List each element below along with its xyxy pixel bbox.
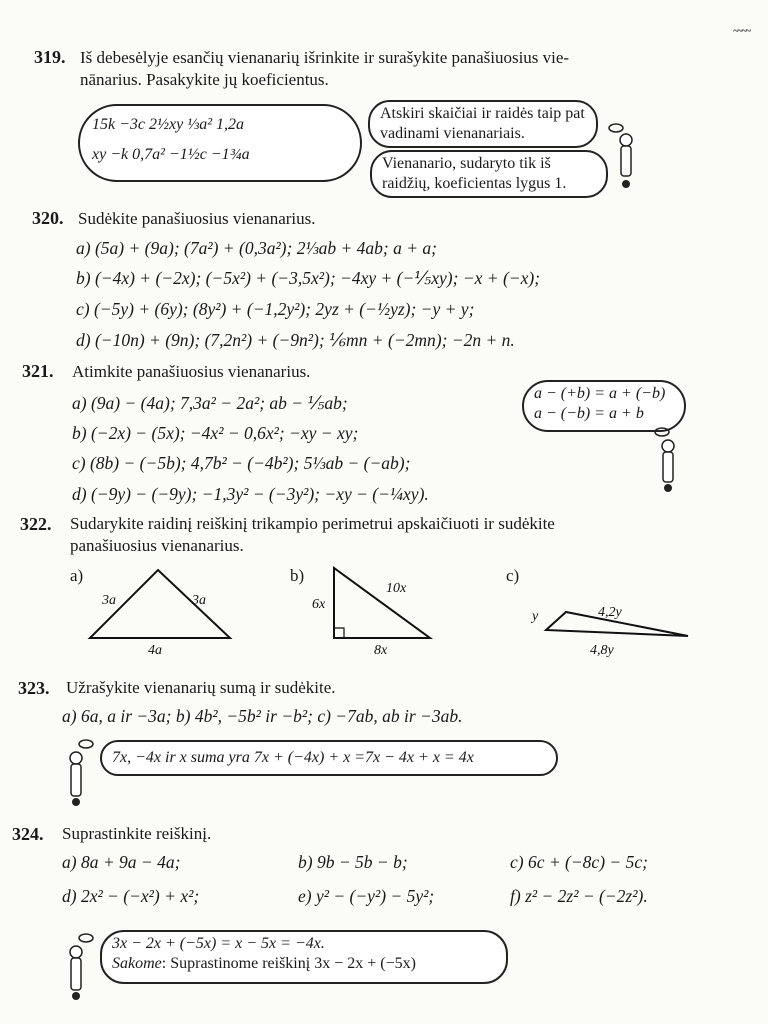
exercise-number: 323.	[18, 678, 50, 698]
task-a: a) 8a + 9a − 4a;	[62, 852, 181, 872]
exercise-title: Užrašykite vienanarių sumą ir sudėkite.	[66, 678, 336, 697]
cloud-row2: xy −k 0,7a² −1½c −1¾a	[92, 146, 250, 163]
triangle-b-base: 8x	[374, 643, 388, 658]
triangle-c-base: 4,8y	[590, 643, 614, 658]
task-items: a) 6a, a ir −3a; b) 4b², −5b² ir −b²; c) −7ab, ab ir −3ab.	[62, 706, 463, 726]
example-line2	[112, 954, 496, 974]
exercise-number: 320.	[32, 208, 64, 228]
triangle-b-label: b)	[290, 566, 305, 585]
task-c: c) (8b) − (−5b); 4,7b² − (−4b²); 5⅓ab − (−ab);	[72, 453, 411, 473]
triangle-b-hyp: 10x	[386, 581, 407, 596]
exercise-number: 319.	[34, 47, 66, 67]
rule-line2: a − (−b) = a + b	[534, 405, 644, 422]
exercise-title: Atimkite panašiuosius vienanarius.	[72, 362, 311, 381]
triangle-b	[306, 562, 456, 658]
triangle-b-left: 6x	[312, 597, 326, 612]
exercise-text-line2: panašiuosius vienanarius.	[70, 536, 244, 555]
task-a: a) (9a) − (4a); 7,3a² − 2a²; ab − ⅕ab;	[72, 393, 348, 413]
exercise-text-line1: Sudarykite raidinį reiškinį trikampio perimetrui apskaičiuoti ir sudėkite	[70, 514, 555, 533]
pencil-mascot-icon	[648, 424, 688, 496]
task-d: d) 2x² − (−x²) + x²;	[62, 886, 200, 906]
exercise-number: 322.	[20, 514, 52, 534]
example-bubble	[100, 930, 508, 984]
task-a: a) (5a) + (9a); (7a²) + (0,3a²); 2⅓ab + 4ab; a + a;	[76, 238, 437, 258]
cloud-row1: 15k −3c 2½xy ⅓a² 1,2a	[92, 116, 244, 133]
exercise-number: 321.	[22, 361, 54, 381]
exercise-number: 324.	[12, 824, 44, 844]
example-line2-label: Sakome	[112, 955, 162, 972]
example-bubble: 7x, −4x ir x suma yra 7x + (−4x) + x =7x − 4x + x = 4x	[100, 740, 558, 776]
task-d: d) (−10n) + (9n); (7,2n²) + (−9n²); ⅙mn + (−2mn); −2n + n.	[76, 330, 515, 350]
pencil-mascot-icon	[56, 930, 100, 1004]
hint-bubble-2: Vienanario, sudaryto tik iš raidžių, koeficientas lygus 1.	[370, 150, 608, 198]
triangle-c-left: y	[532, 609, 539, 624]
triangle-c-top: 4,2y	[598, 605, 622, 620]
pencil-mascot-icon	[604, 118, 644, 192]
monomial-cloud	[78, 104, 362, 182]
triangle-a-right: 3a	[192, 593, 206, 608]
task-b: b) (−2x) − (5x); −4x² − 0,6x²; −xy − xy;	[72, 423, 359, 443]
rule-line1: a − (+b) = a + (−b)	[534, 385, 666, 402]
task-f: f) z² − 2z² − (−2z²).	[510, 886, 648, 906]
pencil-mascot-icon	[56, 736, 100, 810]
corner-mark: ~~~~	[733, 26, 750, 37]
triangle-a	[80, 562, 240, 658]
triangle-c-label: c)	[506, 566, 520, 585]
task-e: e) y² − (−y²) − 5y²;	[298, 886, 435, 906]
triangle-a-left: 3a	[102, 593, 116, 608]
example-line2-text: : Suprastinome reiškinį 3x − 2x + (−5x)	[161, 955, 416, 972]
task-b: b) (−4x) + (−2x); (−5x²) + (−3,5x²); −4xy + (−⅕xy); −x + (−x);	[76, 268, 541, 288]
task-d: d) (−9y) − (−9y); −1,3y² − (−3y²); −xy − (−¼xy).	[72, 484, 429, 504]
exercise-text-line1: Iš debesėlyje esančių vienanarių išrinkite ir surašykite panašiuosius vie-	[80, 48, 570, 67]
exercise-text-line2: nānarius. Pasakykite jų koeficientus.	[80, 70, 329, 89]
hint-bubble-1: Atskiri skaičiai ir raidės taip pat vadinami vienanariais.	[368, 100, 598, 148]
exercise-title: Sudėkite panašiuosius vienanarius.	[78, 209, 316, 228]
example-line1: 3x − 2x + (−5x) = x − 5x = −4x.	[112, 935, 325, 952]
task-b: b) 9b − 5b − b;	[298, 852, 408, 872]
triangle-a-label: a)	[70, 566, 84, 585]
task-c: c) (−5y) + (6y); (8y²) + (−1,2y²); 2yz + (−½yz); −y + y;	[76, 299, 475, 319]
triangle-a-base: 4a	[148, 643, 162, 658]
exercise-title: Suprastinkite reiškinį.	[62, 824, 212, 843]
task-c: c) 6c + (−8c) − 5c;	[510, 852, 648, 872]
triangle-c	[528, 596, 698, 660]
